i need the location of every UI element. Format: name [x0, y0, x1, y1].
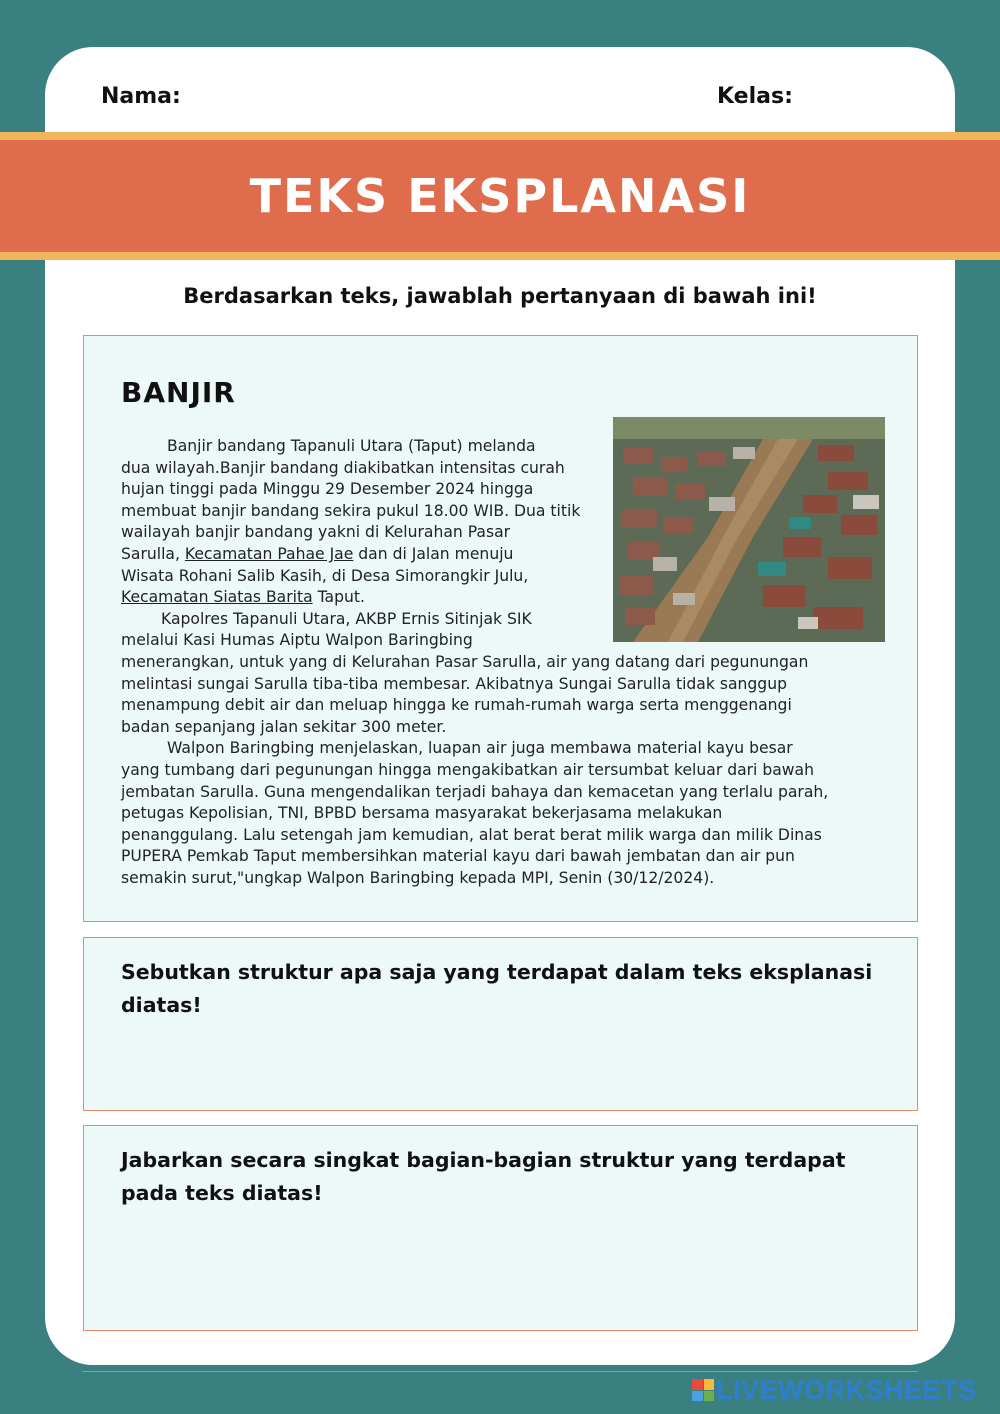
paragraph-3-line: Walpon Baringbing menjelaskan, luapan air juga membawa material kayu besar — [167, 739, 793, 758]
paragraph-1-line: hujan tinggi pada Minggu 29 Desember 2024 hingga — [121, 480, 534, 499]
paragraph-3-line: PUPERA Pemkab Taput membersihkan material kayu dari bawah jembatan dan air pun — [121, 847, 795, 866]
question-1-text: Sebutkan struktur apa saja yang terdapat dalam teks eksplanasi diatas! — [121, 960, 873, 1017]
story-body — [121, 436, 896, 889]
paragraph-1-line: Wisata Rohani Salib Kasih, di Desa Simorangkir Julu, — [121, 566, 529, 585]
paragraph-2-line: menerangkan, untuk yang di Kelurahan Pasar Sarulla, air yang datang dari pegunungan — [121, 652, 809, 671]
paragraph-2-line: badan sepanjang jalan sekitar 300 meter. — [121, 717, 447, 736]
paragraph-1-line — [121, 587, 896, 609]
paragraph-2-line: menampung debit air dan meluap hingga ke rumah-rumah warga serta menggenangi — [121, 696, 792, 715]
instruction-text: Berdasarkan teks, jawablah pertanyaan di bawah ini! — [183, 284, 817, 308]
paragraph-1-line: wailayah banjir bandang yakni di Kelurahan Pasar — [121, 523, 511, 542]
paragraph-1-line — [121, 544, 896, 566]
paragraph-3-line: yang tumbang dari pegunungan hingga mengakibatkan air tersumbat keluar dari bawah — [121, 760, 814, 779]
class-label: Kelas: — [717, 84, 793, 109]
text-fragment: Sarulla, — [121, 544, 185, 563]
paragraph-1-line: Banjir bandang Tapanuli Utara (Taput) melanda — [167, 437, 536, 455]
question-1-box[interactable] — [83, 937, 918, 1111]
paragraph-1-line: membuat banjir bandang sekira pukul 18.00 WIB. Dua titik — [121, 501, 581, 520]
paragraph-2-line: Kapolres Tapanuli Utara, AKBP Ernis Sitinjak SIK — [161, 609, 532, 628]
brand-name: LIVEWORKSHEETS — [716, 1374, 977, 1405]
name-label: Nama: — [101, 84, 181, 109]
text-fragment: Taput. — [312, 588, 365, 607]
link-kecamatan-pahae-jae[interactable]: Kecamatan Pahae Jae — [184, 544, 354, 563]
story-title: BANJIR — [121, 376, 236, 409]
brand-watermark[interactable] — [692, 1375, 977, 1405]
liveworksheets-logo-icon — [692, 1379, 714, 1401]
page-title: TEKS EKSPLANASI — [249, 169, 751, 223]
text-fragment: dan di Jalan menuju — [353, 544, 514, 563]
title-banner — [0, 132, 1000, 260]
title-banner-inner — [0, 140, 1000, 252]
footer-divider — [82, 1371, 918, 1372]
reading-text-box — [83, 335, 918, 922]
link-kecamatan-siatas-barita[interactable]: Kecamatan Siatas Barita — [121, 588, 313, 607]
paragraph-3-line: petugas Kepolisian, TNI, BPBD bersama masyarakat bekerjasama melakukan — [121, 804, 723, 823]
question-2-box[interactable] — [83, 1125, 918, 1331]
paragraph-2-line: melalui Kasi Humas Aiptu Walpon Baringbing — [121, 631, 473, 650]
paragraph-3-line: penanggulang. Lalu setengah jam kemudian, alat berat berat milik warga dan milik Dinas — [121, 825, 822, 844]
paragraph-1-line: dua wilayah.Banjir bandang diakibatkan intensitas curah — [121, 458, 565, 477]
paragraph-3-line: semakin surut,"ungkap Walpon Baringbing kepada MPI, Senin (30/12/2024). — [121, 868, 715, 887]
paragraph-2-line: melintasi sungai Sarulla tiba-tiba membesar. Akibatnya Sungai Sarulla tidak sanggup — [121, 674, 787, 693]
paragraph-3-line: jembatan Sarulla. Guna mengendalikan terjadi bahaya dan kemacetan yang terlalu parah, — [121, 782, 829, 801]
question-2-text: Jabarkan secara singkat bagian-bagian struktur yang terdapat pada teks diatas! — [121, 1148, 846, 1205]
